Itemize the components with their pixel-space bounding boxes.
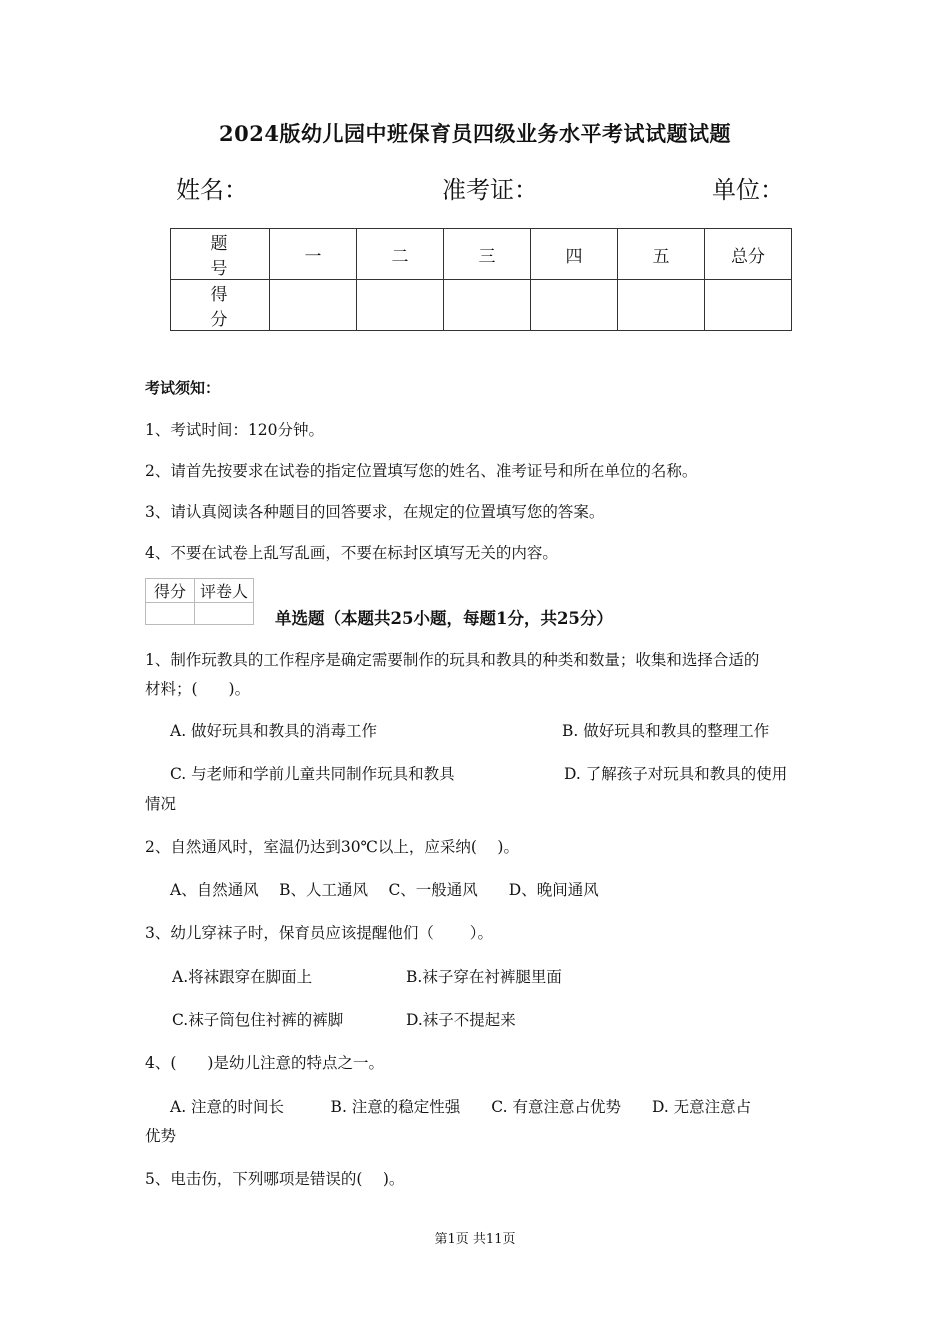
name-field-label: 姓名： [176, 176, 248, 204]
q3-option-d: D.袜子不提起来 [406, 1011, 516, 1029]
q4-options: A. 注意的时间长 B. 注意的稳定性强 C. 有意注意占优势 D. 无意注意占 [170, 1098, 752, 1116]
question-4: 4、( )是幼儿注意的特点之一。 [145, 1054, 384, 1072]
score-header-cell: 四 [531, 229, 618, 280]
score-table-header-row [171, 229, 792, 280]
ticket-field-label: 准考证： [442, 176, 538, 204]
q3-option-c: C.袜子筒包住衬裤的裤脚 [172, 1011, 344, 1029]
unit-field-label: 单位： [712, 176, 784, 204]
page-footer: 第1页 共11页 [434, 1232, 516, 1247]
notice-item: 4、不要在试卷上乱写乱画，不要在标封区填写无关的内容。 [145, 544, 558, 562]
score-row-label: 得 分 [171, 280, 270, 331]
grader-table [145, 578, 254, 625]
score-header-cell: 二 [357, 229, 444, 280]
notice-item: 3、请认真阅读各种题目的回答要求，在规定的位置填写您的答案。 [145, 503, 605, 521]
score-table [170, 228, 792, 331]
grader-score-label: 得分 [146, 579, 195, 603]
score-cell [531, 280, 618, 331]
notice-item: 2、请首先按要求在试卷的指定位置填写您的姓名、准考证号和所在单位的名称。 [145, 462, 698, 480]
grader-reviewer-label: 评卷人 [195, 579, 254, 603]
score-header-cell: 三 [444, 229, 531, 280]
score-header-cell: 五 [618, 229, 705, 280]
score-cell [618, 280, 705, 331]
notice-heading: 考试须知： [145, 379, 221, 397]
grader-reviewer-cell [195, 603, 254, 625]
question-5: 5、电击伤，下列哪项是错误的( )。 [145, 1170, 405, 1188]
q1-option-b: B. 做好玩具和教具的整理工作 [562, 722, 770, 740]
score-table-score-row [171, 280, 792, 331]
q2-options: A、自然通风 B、人工通风 C、一般通风 D、晚间通风 [170, 881, 599, 899]
section-title: 单选题（本题共25小题，每题1分，共25分） [275, 609, 613, 628]
score-header-cell: 题 号 [171, 229, 270, 280]
q1-option-d-cont: 情况 [145, 795, 177, 813]
question-1: 1、制作玩教具的工作程序是确定需要制作的玩具和教具的种类和数量；收集和选择合适的 [145, 651, 760, 669]
score-cell [444, 280, 531, 331]
score-header-cell: 一 [270, 229, 357, 280]
q4-options-cont: 优势 [145, 1127, 177, 1145]
question-1-cont: 材料；( )。 [145, 680, 251, 698]
notice-item: 1、考试时间：120分钟。 [145, 421, 324, 439]
q3-option-b: B.袜子穿在衬裤腿里面 [406, 968, 562, 986]
score-header-cell: 总分 [705, 229, 792, 280]
score-cell [357, 280, 444, 331]
q3-option-a: A.将袜跟穿在脚面上 [172, 968, 313, 986]
score-cell [705, 280, 792, 331]
question-3: 3、幼儿穿袜子时，保育员应该提醒他们（ ）。 [145, 924, 494, 942]
grader-score-cell [146, 603, 195, 625]
q1-option-d: D. 了解孩子对玩具和教具的使用 [564, 765, 788, 783]
q1-option-a: A. 做好玩具和教具的消毒工作 [170, 722, 378, 740]
question-2: 2、自然通风时，室温仍达到30℃以上，应采纳( )。 [145, 838, 519, 856]
page-title: 2024版幼儿园中班保育员四级业务水平考试试题试题 [219, 121, 731, 146]
q1-option-c: C. 与老师和学前儿童共同制作玩具和教具 [170, 765, 455, 783]
